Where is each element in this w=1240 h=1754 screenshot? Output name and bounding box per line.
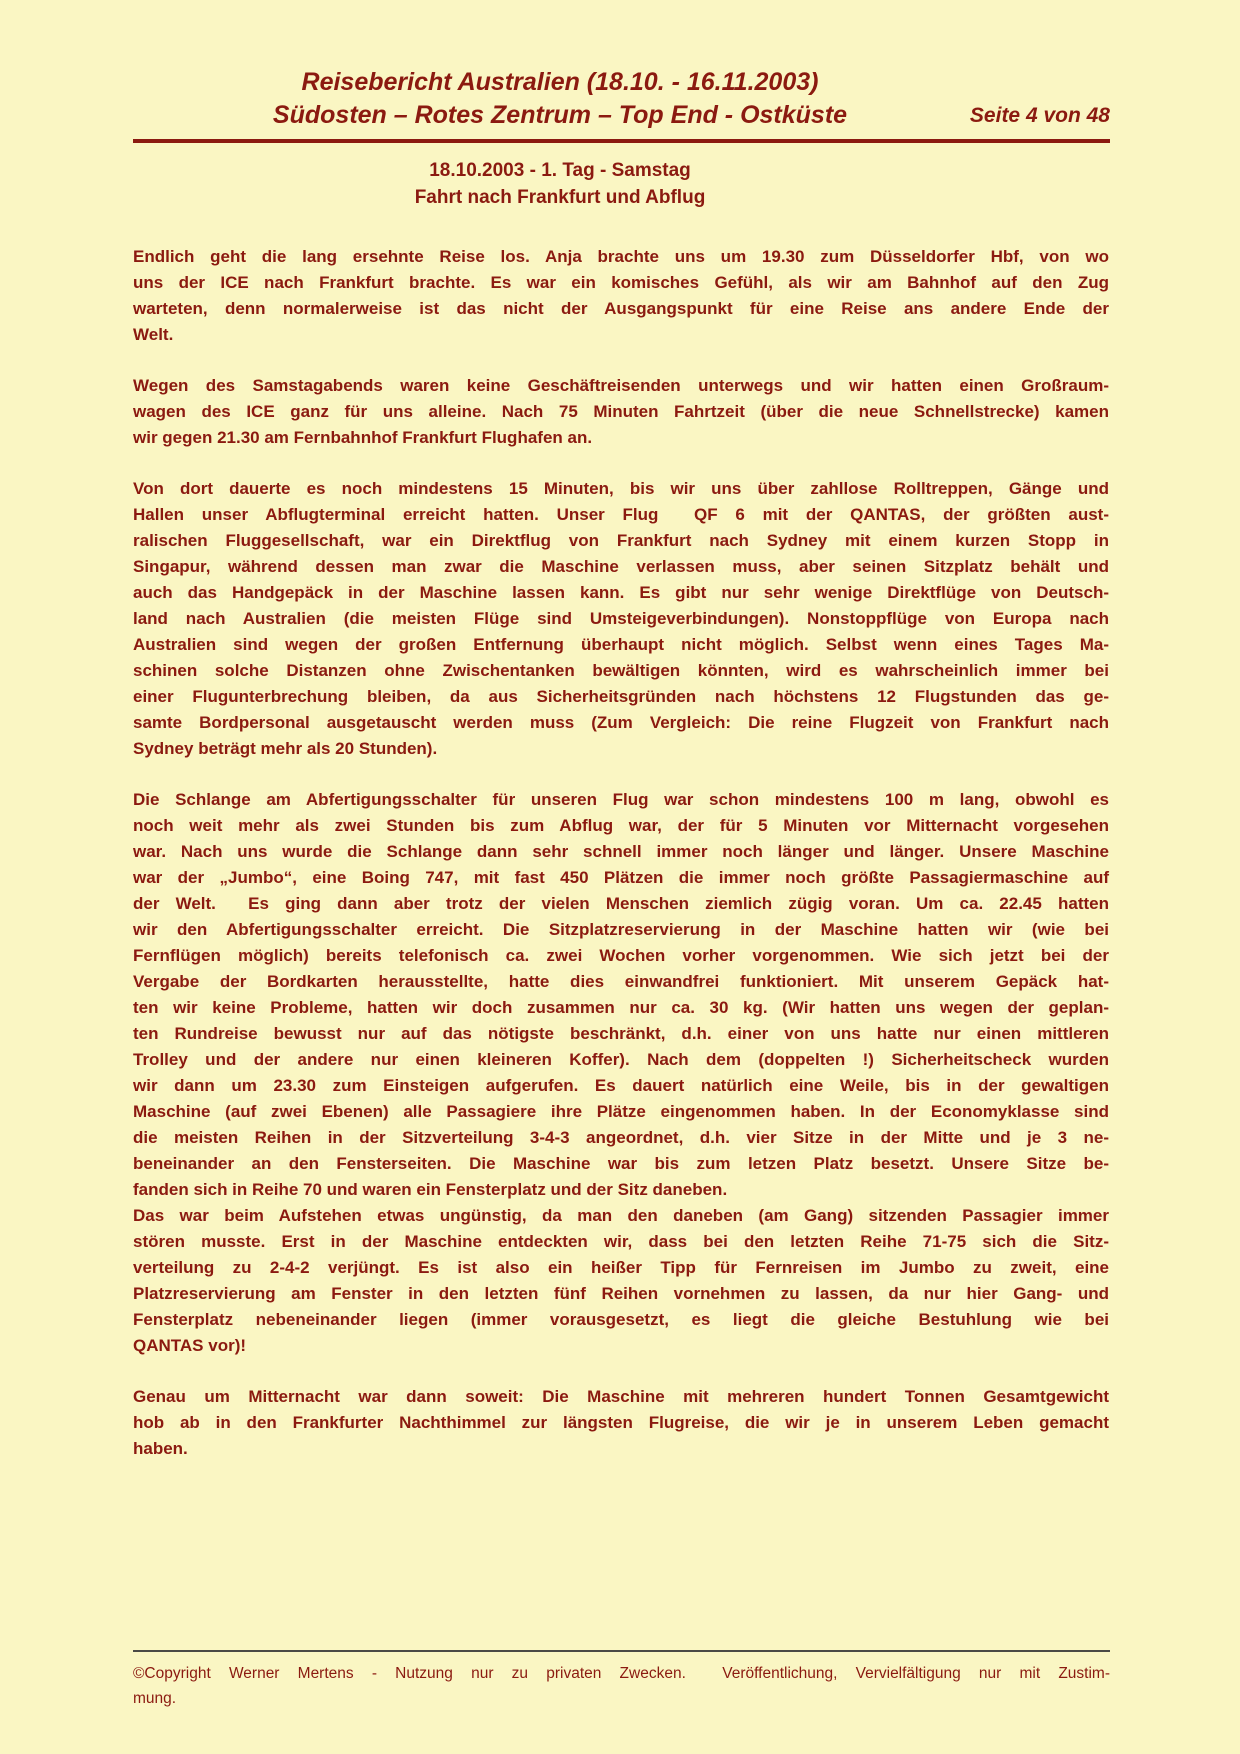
paragraph bbox=[133, 373, 1109, 451]
text-line: einer Flugunterbrechung bleiben, da aus Sicherheitsgründen nach höchstens 12 Flugstunden das ge- bbox=[133, 687, 1109, 706]
text-line: Australien sind wegen der großen Entfernung überhaupt nicht möglich. Selbst wenn eines Tages Ma- bbox=[133, 635, 1109, 654]
text-line: wir den Abfertigungsschalter erreicht. Die Sitzplatzreservierung in der Maschine hatten wir (wie bei bbox=[133, 920, 1109, 939]
text-line: Maschine (auf zwei Ebenen) alle Passagiere ihre Plätze eingenommen haben. In der Economyklasse sind bbox=[133, 1102, 1109, 1121]
report-subtitle-row bbox=[133, 99, 1110, 132]
text-line: hob ab in den Frankfurter Nachthimmel zur längsten Flugreise, die wir je in unserem Leben gemacht bbox=[133, 1413, 1109, 1432]
paragraph bbox=[133, 476, 1109, 762]
report-title: Reisebericht Australien (18.10. - 16.11.2003) bbox=[301, 68, 819, 96]
text-line: ©Copyright Werner Mertens - Nutzung nur zu privaten Zwecken. Veröffentlichung, Vervielfältigung nur mit Zustim- bbox=[133, 1665, 1110, 1682]
text-line: land nach Australien (die meisten Flüge sind Umsteigeverbindungen). Nonstoppflüge von Europa nach bbox=[133, 609, 1109, 628]
text-line: mung. bbox=[133, 1690, 177, 1707]
text-line: Von dort dauerte es noch mindestens 15 Minuten, bis wir uns über zahllose Rolltreppen, Gänge und bbox=[133, 479, 1109, 498]
text-line: Fensterplatz nebeneinander liegen (immer vorausgesetzt, es liegt die gleiche Bestuhlung wie bei bbox=[133, 1310, 1109, 1329]
text-line: schinen solche Distanzen ohne Zwischentanken bewältigen könnten, wird es wahrscheinlich immer bei bbox=[133, 661, 1109, 680]
text-line: Fernflügen möglich) bereits telefonisch ca. zwei Wochen vorher vorgenommen. Wie sich jetzt bei der bbox=[133, 946, 1109, 965]
text-line: Singapur, während dessen man zwar die Maschine verlassen muss, aber seinen Sitzplatz behält und bbox=[133, 557, 1109, 576]
text-line: Platzreservierung am Fenster in den letzten fünf Reihen vornehmen zu lassen, da nur hier Gang- und bbox=[133, 1284, 1109, 1303]
text-line: haben. bbox=[133, 1439, 188, 1458]
page-header bbox=[133, 66, 1110, 143]
text-line: Wegen des Samstagabends waren keine Geschäftreisenden unterwegs und wir hatten einen Großraum- bbox=[133, 376, 1109, 395]
text-line: beneinander an den Fensterseiten. Die Maschine war bis zum letzen Platz besetzt. Unsere Sitze be- bbox=[133, 1154, 1109, 1173]
report-subtitle: Südosten – Rotes Zentrum – Top End - Ostküste bbox=[272, 101, 848, 129]
text-line: Die Schlange am Abfertigungsschalter für unseren Flug war schon mindestens 100 m lang, obwohl es bbox=[133, 790, 1109, 809]
text-line: noch weit mehr als zwei Stunden bis zum Abflug war, der für 5 Minuten vor Mitternacht vorgesehen bbox=[133, 816, 1109, 835]
paragraph bbox=[133, 787, 1109, 1203]
text-line: wir gegen 21.30 am Fernbahnhof Frankfurt Flughafen an. bbox=[133, 428, 593, 447]
text-line: wir dann um 23.30 zum Einsteigen aufgerufen. Es dauert natürlich eine Weile, bis in der gewaltigen bbox=[133, 1076, 1109, 1095]
text-line: Genau um Mitternacht war dann soweit: Die Maschine mit mehreren hundert Tonnen Gesamtgewicht bbox=[133, 1387, 1109, 1406]
text-line: ten wir keine Probleme, hatten wir doch zusammen nur ca. 30 kg. (Wir hatten uns wegen der geplan- bbox=[133, 998, 1109, 1017]
paragraph bbox=[133, 1203, 1109, 1359]
copyright-footer bbox=[133, 1650, 1110, 1711]
text-line: ralischen Fluggesellschaft, war ein Direktflug von Frankfurt nach Sydney mit einem kurzen Stopp in bbox=[133, 531, 1109, 550]
text-line: Welt. bbox=[133, 325, 174, 344]
report-body bbox=[133, 244, 1109, 1487]
text-line: die meisten Reihen in der Sitzverteilung 3-4-3 angeordnet, d.h. vier Sitze in der Mitte und je 3 ne- bbox=[133, 1128, 1109, 1147]
paragraph bbox=[133, 1384, 1109, 1462]
text-line: warteten, denn normalerweise ist das nicht der Ausgangspunkt für eine Reise ans andere Ende der bbox=[133, 299, 1109, 318]
text-line: fanden sich in Reihe 70 und waren ein Fensterplatz und der Sitz daneben. bbox=[133, 1180, 728, 1199]
text-line: war. Nach uns wurde die Schlange dann sehr schnell immer noch länger und länger. Unsere Maschine bbox=[133, 842, 1109, 861]
text-line: war der „Jumbo“, eine Boing 747, mit fast 450 Plätzen die immer noch größte Passagiermaschine auf bbox=[133, 868, 1109, 887]
text-line: stören musste. Erst in der Maschine entdeckten wir, dass bei den letzten Reihe 71-75 sich die Sitz- bbox=[133, 1232, 1109, 1251]
text-line: samte Bordpersonal ausgetauscht werden muss (Zum Vergleich: Die reine Flugzeit von Frankfurt nach bbox=[133, 713, 1109, 732]
section-subject-line: Fahrt nach Frankfurt und Abflug bbox=[414, 187, 706, 208]
paragraph bbox=[133, 244, 1109, 348]
text-line: uns der ICE nach Frankfurt brachte. Es war ein komisches Gefühl, als wir am Bahnhof auf den Zug bbox=[133, 273, 1109, 292]
section-title bbox=[133, 157, 987, 211]
text-line: Sydney beträgt mehr als 20 Stunden). bbox=[133, 739, 438, 758]
text-line: der Welt. Es ging dann aber trotz der vielen Menschen ziemlich zügig voran. Um ca. 22.45 hatten bbox=[133, 894, 1109, 913]
text-line: verteilung zu 2-4-2 verjüngt. Es ist also ein heißer Tipp für Fernreisen im Jumbo zu zweit, eine bbox=[133, 1258, 1109, 1277]
section-date-line: 18.10.2003 - 1. Tag - Samstag bbox=[429, 160, 691, 181]
text-line: Das war beim Aufstehen etwas ungünstig, da man den daneben (am Gang) sitzenden Passagier immer bbox=[133, 1206, 1109, 1225]
text-line: QANTAS vor)! bbox=[133, 1336, 247, 1355]
text-line: Hallen unser Abflugterminal erreicht hatten. Unser Flug QF 6 mit der QANTAS, der größten aust- bbox=[133, 505, 1109, 524]
text-line: wagen des ICE ganz für uns alleine. Nach 75 Minuten Fahrtzeit (über die neue Schnellstrecke) kamen bbox=[133, 402, 1109, 421]
text-line: Endlich geht die lang ersehnte Reise los. Anja brachte uns um 19.30 zum Düsseldorfer Hbf, von wo bbox=[133, 247, 1109, 266]
text-line: Trolley und der andere nur einen kleineren Koffer). Nach dem (doppelten !) Sicherheitscheck wurden bbox=[133, 1050, 1109, 1069]
page-indicator: Seite 4 von 48 bbox=[969, 104, 1110, 127]
text-line: Vergabe der Bordkarten herausstellte, hatte dies einwandfrei funktioniert. Mit unserem Gepäck hat- bbox=[133, 972, 1109, 991]
text-line: auch das Handgepäck in der Maschine lassen kann. Es gibt nur sehr wenige Direktflüge von Deutsch- bbox=[133, 583, 1109, 602]
text-line: ten Rundreise bewusst nur auf das nötigste beschränkt, d.h. einer von uns hatte nur einen mittleren bbox=[133, 1024, 1109, 1043]
